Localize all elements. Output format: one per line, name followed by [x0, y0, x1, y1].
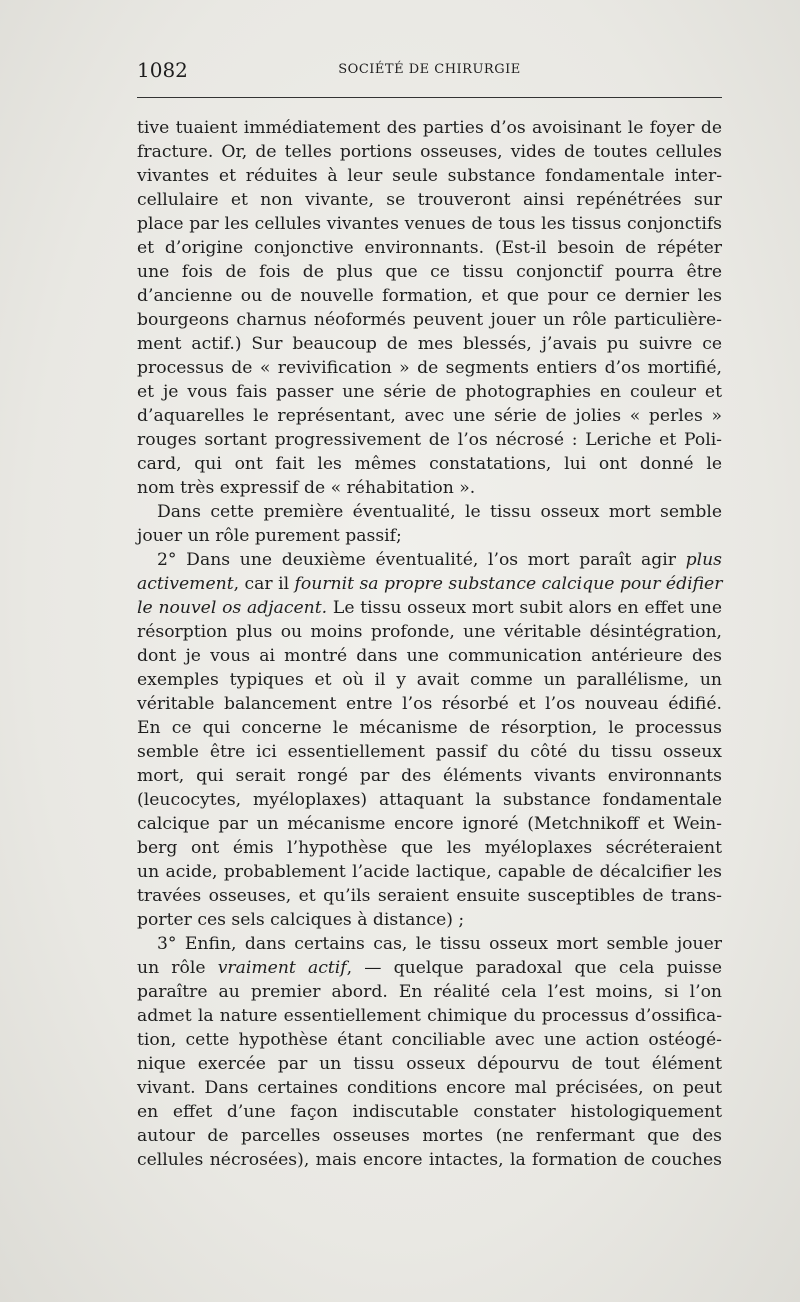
text-segment: en effet d’une façon indiscutable constater histologiquement: [137, 1102, 722, 1122]
text-line: [137, 884, 722, 908]
text-segment: véritable balancement entre l’os résorbé et l’os nouveau édifié.: [137, 694, 722, 714]
text-line: [137, 620, 722, 644]
text-line: [137, 428, 722, 452]
text-segment: nom très expressif de « réhabitation ».: [137, 478, 476, 498]
italic-text: plus: [685, 550, 722, 570]
text-line: [137, 1124, 722, 1148]
text-line: [137, 548, 722, 572]
text-line: [137, 356, 722, 380]
text-segment: berg ont émis l’hypothèse que les myéloplaxes sécréteraient: [137, 838, 722, 858]
text-segment: paraître au premier abord. En réalité cela l’est moins, si l’on: [137, 982, 722, 1002]
text-line: [137, 1148, 722, 1172]
text-segment: une fois de fois de plus que ce tissu conjonctif pourra être: [137, 262, 722, 282]
text-segment: travées osseuses, et qu’ils seraient ensuite susceptibles de trans-: [137, 886, 722, 906]
text-line: [137, 1076, 722, 1100]
text-line: [137, 260, 722, 284]
text-segment: et d’origine conjonctive environnants. (Est-il besoin de répéter: [137, 238, 722, 258]
text-segment: et je vous fais passer une série de photographies en couleur et: [137, 382, 722, 402]
text-segment: , car il: [233, 574, 295, 594]
text-line: [137, 740, 722, 764]
text-segment: ment actif.) Sur beaucoup de mes blessés, j’avais pu suivre ce: [137, 334, 722, 354]
text-line: [137, 692, 722, 716]
text-line: [137, 332, 722, 356]
text-segment: dont je vous ai montré dans une communication antérieure des: [137, 646, 722, 666]
text-line: [137, 452, 722, 476]
running-title: SOCIÉTÉ DE CHIRURGIE: [338, 62, 521, 77]
text-segment: cellulaire et non vivante, se trouveront ainsi repénétrées sur: [137, 190, 722, 210]
text-segment: processus de « revivification » de segments entiers d’os mortifié,: [137, 358, 722, 378]
text-segment: place par les cellules vivantes venues de tous les tissus conjonctifs: [137, 214, 722, 234]
text-segment: exemples typiques et où il y avait comme un parallélisme, un: [137, 670, 722, 690]
text-segment: card, qui ont fait les mêmes constatations, lui ont donné le: [137, 454, 722, 474]
text-line: [137, 236, 722, 260]
text-segment: jouer un rôle purement passif;: [137, 526, 402, 546]
text-line: [137, 932, 722, 956]
text-segment: 3° Enfin, dans certains cas, le tissu osseux mort semble jouer: [157, 934, 722, 954]
text-line: [137, 380, 722, 404]
text-segment: semble être ici essentiellement passif du côté du tissu osseux: [137, 742, 722, 762]
text-segment: d’aquarelles le représentant, avec une série de jolies « perles »: [137, 406, 722, 426]
text-line: [137, 908, 722, 932]
text-segment: , — quelque paradoxal que cela puisse: [346, 958, 722, 978]
text-line: [137, 500, 722, 524]
text-line: [137, 308, 722, 332]
text-segment: d’ancienne ou de nouvelle formation, et que pour ce dernier les: [137, 286, 722, 306]
header-rule: [137, 97, 722, 98]
page-header: [137, 58, 722, 88]
text-segment: porter ces sels calciques à distance) ;: [137, 910, 465, 930]
body-text: [137, 116, 722, 1172]
text-line: [137, 1028, 722, 1052]
text-line: [137, 1052, 722, 1076]
text-segment: cellules nécrosées), mais encore intactes, la formation de couches: [137, 1150, 722, 1170]
text-line: [137, 812, 722, 836]
text-segment: mort, qui serait rongé par des éléments vivants environnants: [137, 766, 722, 786]
text-line: [137, 188, 722, 212]
text-line: [137, 284, 722, 308]
text-line: [137, 716, 722, 740]
text-line: [137, 572, 722, 596]
text-line: [137, 212, 722, 236]
text-line: [137, 404, 722, 428]
text-line: [137, 788, 722, 812]
text-line: [137, 980, 722, 1004]
text-line: [137, 524, 722, 548]
text-segment: un acide, probablement l’acide lactique, capable de décalcifier les: [137, 862, 722, 882]
text-segment: vivantes et réduites à leur seule substance fondamentale inter-: [137, 166, 722, 186]
text-segment: calcique par un mécanisme encore ignoré (Metchnikoff et Wein-: [137, 814, 722, 834]
text-line: [137, 116, 722, 140]
text-line: [137, 644, 722, 668]
italic-text: fournit sa propre substance calcique pour édifier: [294, 574, 723, 594]
text-segment: tive tuaient immédiatement des parties d’os avoisinant le foyer de: [137, 118, 722, 138]
text-segment: 2° Dans une deuxième éventualité, l’os mort paraît agir: [157, 550, 686, 570]
italic-text: vraiment actif: [217, 958, 347, 978]
text-line: [137, 164, 722, 188]
italic-text: activement: [137, 574, 234, 594]
italic-text: le nouvel os adjacent.: [137, 598, 328, 618]
text-line: [137, 860, 722, 884]
page-number: 1082: [137, 58, 188, 82]
text-segment: tion, cette hypothèse étant conciliable avec une action ostéogé-: [137, 1030, 722, 1050]
text-line: [137, 476, 722, 500]
text-segment: admet la nature essentiellement chimique du processus d’ossifica-: [137, 1006, 722, 1026]
text-line: [137, 1100, 722, 1124]
text-segment: vivant. Dans certaines conditions encore mal précisées, on peut: [137, 1078, 722, 1098]
text-segment: fracture. Or, de telles portions osseuses, vides de toutes cellules: [137, 142, 722, 162]
text-line: [137, 764, 722, 788]
text-line: [137, 140, 722, 164]
text-line: [137, 956, 722, 980]
text-segment: Le tissu osseux mort subit alors en effet une: [327, 598, 723, 618]
text-segment: résorption plus ou moins profonde, une véritable désintégration,: [137, 622, 722, 642]
text-segment: nique exercée par un tissu osseux dépourvu de tout élément: [137, 1054, 722, 1074]
text-line: [137, 668, 722, 692]
text-segment: bourgeons charnus néoformés peuvent jouer un rôle particulière-: [137, 310, 722, 330]
text-line: [137, 836, 722, 860]
text-line: [137, 596, 722, 620]
text-line: [137, 1004, 722, 1028]
text-segment: (leucocytes, myéloplaxes) attaquant la substance fondamentale: [137, 790, 722, 810]
text-segment: En ce qui concerne le mécanisme de résorption, le processus: [137, 718, 722, 738]
text-segment: Dans cette première éventualité, le tissu osseux mort semble: [157, 502, 722, 522]
text-segment: rouges sortant progressivement de l’os nécrosé : Leriche et Poli-: [137, 430, 722, 450]
text-segment: autour de parcelles osseuses mortes (ne renfermant que des: [137, 1126, 722, 1146]
text-segment: un rôle: [137, 958, 218, 978]
